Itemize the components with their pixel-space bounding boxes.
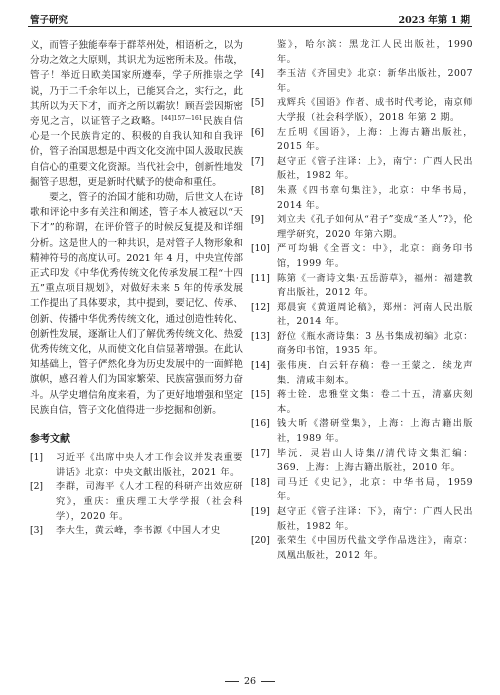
reference-item: [2] 李群，司海平《人才工程的科研产出效应研究》，重庆：重庆理工大学学报（社会科学），2020 年。 (30, 481, 243, 522)
reference-item: [12] 郑晨寅《黄道周论稿》，郑州：河南人民出版社，2014 年。 (251, 301, 473, 328)
footer-dash-left (225, 681, 239, 682)
reference-item: [7] 赵守正《管子注译：上》，南宁：广西人民出版社，1982 年。 (251, 155, 473, 182)
reference-item: [15] 蒋士铨．忠雅堂文集：卷二十五，清嘉庆刻本。 (251, 389, 473, 415)
references-heading: 参考文献 (30, 434, 70, 446)
reference-item: [20] 张荣生《中国历代盐文学作品选注》，南京：凤凰出版社，2012 年。 (251, 535, 473, 561)
citation-marker: [44]157—161 (161, 114, 203, 122)
reference-item: [11] 陈第《一斋诗文集·五岳游草》，福州：福建教育出版社，2012 年。 (251, 272, 473, 299)
left-column (30, 38, 243, 539)
issue-label: 2023 年第 1 期 (398, 15, 470, 26)
reference-item: [3] 李大生，黄云峰，李书源《中国人才史 (30, 525, 221, 537)
reference-item: [1] 习近平《出席中央人才工作会议并发表重要讲话》北京：中央文献出版社，2021 年。 (30, 452, 243, 478)
journal-name: 管子研究 (30, 15, 69, 26)
reference-item: [10] 严可均辑《全晋文：中》，北京：商务印书馆，1999 年。 (251, 243, 473, 269)
page-number: 26 (243, 676, 257, 687)
reference-item: [19] 赵守正《管子注译：下》，南宁：广西人民出版社，1982 年。 (251, 506, 473, 532)
reference-item: [9] 刘立夫《孔子如何从“君子”变成“圣人”?》，伦理学研究，2020 年第六期。 (251, 214, 473, 240)
page-footer (0, 676, 500, 687)
reference-item: [18] 司马迁《史记》，北京：中华书局，1959 年。 (251, 476, 473, 503)
reference-item: [6] 左丘明《国语》，上海：上海古籍出版社，2015 年。 (251, 126, 473, 153)
reference-item: [13] 舒位《瓶水斋诗集：3 丛书集成初编》北京：商务印书馆，1935 年。 (251, 330, 473, 357)
reference-item: [16] 钱大昕《潜研堂集》，上海：上海古籍出版社，1989 年。 (251, 418, 473, 445)
reference-item: [17] 毕沅．灵岩山人诗集//清代诗文集汇编：369．上海：上海古籍出版社，2010 年。 (251, 447, 473, 474)
right-column (251, 38, 473, 563)
reference-item: 鉴》，哈尔滨：黑龙江人民出版社，1990 年。 (277, 39, 473, 65)
footer-dash-right (261, 681, 275, 682)
reference-item: [5] 戎辉兵《国语》作者、成书时代考论，南京师大学报（社会科学版），2018 年第 2 期。 (251, 97, 473, 123)
page-header (28, 8, 472, 27)
reference-item: [14] 张伟庚．白云轩存稿：卷一王蒙之．续龙声集．清咸丰刻本。 (251, 360, 473, 386)
reference-item: [8] 朱熹《四书章句集注》，北京：中华书局，2014 年。 (251, 184, 473, 211)
body-paragraph: 要之，管子的治国才能和功勋，后世文人在诗歌和评论中多有关注和阐述，管子本人被冠以“天下才”的称谓，在评价管子的时候反复提及和详细分析。这是世人的一种共识，是对管子人物形象和精神符号的高度认可。2021 年 4 月，中央宣传部正式印发《中华优秀传统文化传承发展工程“十四五”重点项目规划》，对做好未来 5 年的传承发展工作提出了具体要求，其中提到，要记忆、传承、创新、传播中华优秀传统文化，通过创造性转化、创新性发展，逐渐让人们了解优秀传统文化、热爱优秀传统文化，从而使文化自信显著增强。在此认知基础上，管子俨然化身为历史发展中的一面鲜艳旗帜，感召着人们为国家繁荣、民族富强而努力奋斗。从学史增信角度来看，为了更好地增强和坚定民族自信，管子文化值得进一步挖掘和创新。 (30, 192, 243, 416)
reference-item: [4] 李玉洁《齐国史》北京：新华出版社，2007 年。 (251, 68, 473, 94)
body-paragraph: 义，而管子独能奉奉于群萃州处，相语析之，以为分功之效之大原则，其识尤为远密所未及。伟哉，管子！举近日欧美国家所遵奉，学子所推崇之学说，乃于二千余年以上，已能冥合之，实行之，此其所以为天下才，而齐之所以霸欤！顾吾尝因斯密旁见之言，以证管子之政略。$^{[44]157—161}$民族自信心是一个民族肯定的、积极的自我认知和自我评价，管子治国思想是中西文化交流中国人汲取民族自信心的重要文化资源。当代社会中，创新性地发掘管子思想，更是新时代赋予的使命和重任。 (30, 40, 244, 188)
